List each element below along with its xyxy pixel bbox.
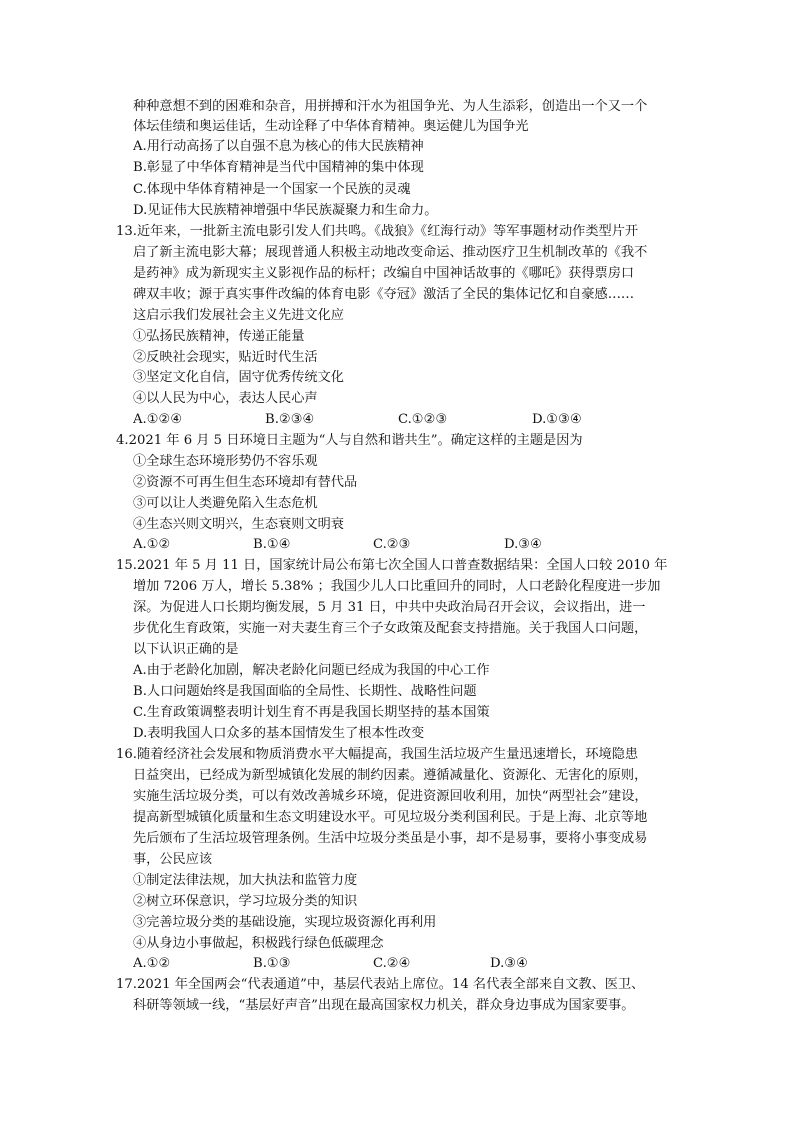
q12-option-c: C.体现中华体育精神是一个国家一个民族的灵魂 [133,182,411,197]
q14-item-3: ③可以让人类避免陷入生态危机 [133,496,318,511]
q15-stem-line: 增加 7206 万人，增长 5.38% ；我国少儿人口比重回升的同时，人口老龄化程度进一步加 [133,579,661,594]
q16-stem-line: 提高新型城镇化质量和生态文明建设水平。可见垃圾分类利国利民。于是上海、北京等地 [133,810,648,825]
q16-choice-a: A.①② [133,956,171,971]
q14-stem-line: 4.2021 年 6 月 5 日环境日主题为“人与自然和谐共生”。确定这样的主题是因为 [116,433,583,448]
q13-stem-line: 启了新主流电影大幕；展现普通人积极主动地改变命运、推动医疗卫生机制改革的《我不 [133,245,648,260]
q15-option-c: C.生育政策调整表明计划生育不再是我国长期坚持的基本国策 [133,705,490,720]
q16-stem-line: 实施生活垃圾分类，可以有效改善城乡环境，促进资源回收利用，加快“两型社会”建设， [133,789,648,804]
q14-item-2: ②资源不可再生但生态环境却有替代品 [133,475,358,490]
q16-choices [133,954,613,974]
q14-item-1: ①全球生态环境形势仍不容乐观 [133,454,318,469]
q13-item-2: ②反映社会现实，贴近时代生活 [133,350,318,365]
q15-option-a: A.由于老龄化加剧，解决老龄化问题已经成为我国的中心工作 [133,663,490,678]
q14-choice-b: B.①④ [253,537,291,552]
q15-stem-line: 步优化生育政策，实施一对夫妻生育三个子女政策及配套支持措施。关于我国人口问题， [133,621,648,636]
q15-stem-line: 15.2021 年 5 月 11 日，国家统计局公布第七次全国人口普查数据结果：全国人口较 2010 年 [116,558,668,573]
q13-item-4: ④以人民为中心，表达人民心声 [133,391,318,406]
q12-option-a: A.用行动高扬了以自强不息为核心的伟大民族精神 [133,139,424,154]
q14-choice-c: C.②③ [373,537,411,552]
q16-item-1: ①制定法律法规，加大执法和监管力度 [133,873,358,888]
q15-stem-line: 以下认识正确的是 [133,642,239,657]
q16-stem-line: 事，公民应该 [133,852,213,867]
q16-item-2: ②树立环保意识，学习垃圾分类的知识 [133,894,358,909]
q13-stem-line: 碑双丰收；源于真实事件改编的体育电影《夺冠》激活了全民的集体记忆和自豪感…… [133,287,635,302]
q17-stem-line: 科研等领域一线，“基层好声音”出现在最高国家权力机关，群众身边事成为国家要事。 [133,998,635,1013]
q14-choice-a: A.①② [133,537,171,552]
q14-item-4: ④生态兴则文明兴，生态衰则文明衰 [133,517,344,532]
q13-stem-line: 是药神》成为新现实主义影视作品的标杆；改编自中国神话故事的《哪吒》获得票房口 [133,266,635,281]
q16-stem-line: 先后颁布了生活垃圾管理条例。生活中垃圾分类虽是小事，却不是易事，要将小事变成易 [133,831,648,846]
q13-stem-line: 13.近年来，一批新主流电影引发人们共鸣。《战狼》《红海行动》等军事题材动作类型片开 [116,224,639,239]
q13-stem-line: 这启示我们发展社会主义先进文化应 [133,308,344,323]
q14-choices [133,535,613,555]
q12-option-b: B.彰显了中华体育精神是当代中国精神的集中体现 [133,160,424,175]
q12-option-d: D.见证伟大民族精神增强中华民族凝聚力和生命力。 [133,203,438,218]
q12-stem-line: 种种意想不到的困难和杂音，用拼搏和汗水为祖国争光、为人生添彩，创造出一个又一个 [133,99,648,114]
q15-stem-line: 深。为促进人口长期均衡发展，5 月 31 日，中共中央政治局召开会议，会议指出，进一 [133,600,646,615]
q15-option-d: D.表明我国人口众多的基本国情发生了根本性改变 [133,726,425,741]
q13-choice-b: B.②③④ [265,412,315,427]
q16-choice-b: B.①③ [253,956,291,971]
q16-stem-line: 16.随着经济社会发展和物质消费水平大幅提高，我国生活垃圾产生量迅速增长，环境隐患 [116,747,639,762]
q13-item-1: ①弘扬民族精神，传递正能量 [133,329,305,344]
q13-choices [133,410,613,430]
q16-choice-d: D.③④ [490,956,528,971]
q16-item-3: ③完善垃圾分类的基础设施，实现垃圾资源化再利用 [133,915,437,930]
q13-choice-a: A.①②④ [133,412,183,427]
q14-choice-d: D.③④ [504,537,542,552]
q15-option-b: B.人口问题始终是我国面临的全局性、长期性、战略性问题 [133,684,477,699]
q16-stem-line: 日益突出，已经成为新型城镇化发展的制约因素。遵循减量化、资源化、无害化的原则， [133,768,648,783]
q12-stem-line: 体坛佳绩和奥运佳话，生动诠释了中华体育精神。奥运健儿为国争光 [133,119,529,134]
q17-stem-line: 17.2021 年全国两会“代表通道”中，基层代表站上席位。14 名代表全部来自文教、医卫、 [116,977,645,992]
q13-item-3: ③坚定文化自信，固守优秀传统文化 [133,370,344,385]
q13-choice-c: C.①②③ [398,412,448,427]
q13-choice-d: D.①③④ [532,412,582,427]
q16-choice-c: C.②④ [373,956,411,971]
q16-item-4: ④从身边小事做起，积极践行绿色低碳理念 [133,936,384,951]
